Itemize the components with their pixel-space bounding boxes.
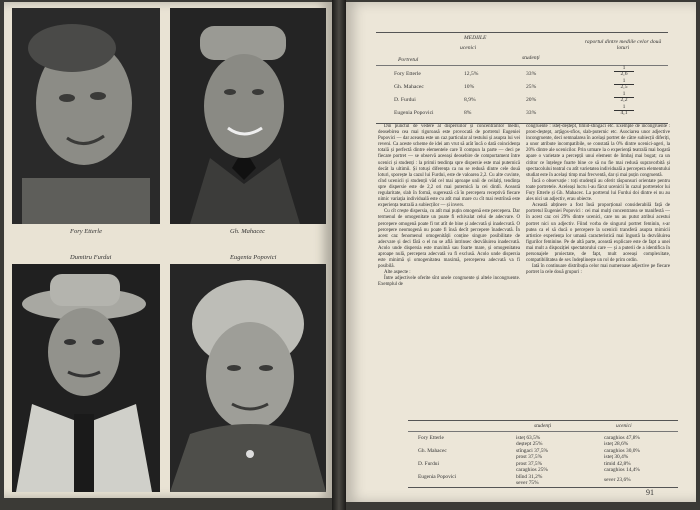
table-cell-ratio (614, 79, 634, 91)
table-cell-ucenici: 8,9% (464, 97, 476, 103)
paragraph: Alte aspecte : (384, 270, 411, 276)
paragraph: Între adjectivele oferite sînt unele congruente și altele incongruente. Exemplul de (378, 276, 520, 288)
table-cell-ucenici: 12,5% (464, 71, 479, 77)
table-row-name: Fory Etterle (394, 71, 421, 77)
ratio-numerator: 1 (614, 92, 634, 98)
page-number: 91 (646, 488, 654, 497)
table-header-mediile: MEDIILE (464, 35, 487, 41)
table-cell-ucenici: sever 23,6% (604, 477, 631, 483)
ratio-denominator: 2,6 (620, 71, 628, 78)
photo-eugenia-popovici (170, 264, 326, 492)
paragraph: Încă o observație : toți studenții au oferit răspunsuri orientate pentru toate portretele. Aceleași lucru l-au făcut ucenicii în cazul portretelor lui Fory Etterle și Gh. Mahacec. La portretul lui Furdui doi dintre ei nu au ales nici un adjectiv, erau obiecte. (526, 178, 670, 203)
table-cell-studenti: blînd 31,2% (516, 474, 543, 480)
table-row-name: Fory Etterle (418, 435, 444, 441)
text-column-right (526, 124, 670, 416)
table-rule (408, 431, 678, 432)
table-cell-studenti: sever 75% (516, 480, 539, 486)
caption-dumitru-furdui: Dumitru Furdui (70, 254, 112, 261)
table-header-studenti: studenți (522, 55, 540, 61)
table-cell-studenti: 20% (526, 97, 537, 103)
left-page (4, 2, 332, 498)
table-cell-studenti: 33% (526, 71, 537, 77)
table-cell-studenti: stîngaci 37,5% (516, 448, 549, 454)
table-cell-studenti: caraghios 25% (516, 467, 548, 473)
table-header-portretul: Portretul (398, 57, 419, 63)
portrait-image (170, 264, 326, 492)
table-row-name: Gh. Mahacec (394, 84, 424, 90)
table-cell-ucenici: caraghios 47,8% (604, 435, 640, 441)
ratio-denominator: 2,5 (620, 84, 628, 91)
table-cell-ucenici: 8% (464, 110, 472, 116)
portrait-image (12, 264, 160, 492)
ratio-numerator: 1 (614, 66, 634, 72)
paragraph: Această abținere a fost însă proporțional considerabilă față de portretul Eugeniei Popovici : cei mai mulți concentrarea se manifestă — în acest caz cei 29% dintre ucenici, care nu au putut atribui acestui portret nici un adjectiv. Fiind vorba de singurul portret feminin, s-ar putea ca el să ducă o percepere la ucenicii transferă asupra mimicii artistice experiența lor umană caracteristică mai îngustă la dezvăluirea figurilor feminine. Pe de altă parte, această explicare este de fapt a unei mai mult a dispoziției spectatorului care — și a puterii de a identifica în personajele proiectate, de fapt, mult aceeași complexitate, compatibilitatea de sex îndeplinește un rol de prim ordin. (526, 203, 670, 264)
caption-gh-mahacec: Gh. Mahacec (230, 228, 266, 235)
table-cell-studenti: 25% (526, 84, 537, 90)
table-cell-ucenici: isteț 30,4% (604, 454, 629, 460)
table-cell-studenti: isteț 63,5% (516, 435, 541, 441)
table-row-name: Eugenia Popovici (418, 474, 457, 480)
ratio-denominator: 2,2 (620, 97, 628, 104)
table-cell-ratio (614, 92, 634, 104)
table-medii (376, 32, 668, 124)
book-gutter (332, 0, 346, 510)
ratio-numerator: 1 (614, 105, 634, 111)
table-cell-studenti: prost 37,5% (516, 454, 543, 460)
ratio-denominator: 4,1 (620, 110, 628, 117)
table-row-name: D. Furdui (394, 97, 416, 103)
paragraph: Iată în continuare distribuția celor mai numeroase adjective pe fiecare portret la cele două grupuri : (526, 264, 670, 276)
table-header-raport: raportul dintre mediile celor două loturi (584, 39, 662, 51)
table-header-ucenici: ucenici (616, 423, 632, 429)
ratio-numerator: 1 (614, 79, 634, 85)
table-cell-ucenici: caraghios 14,4% (604, 467, 640, 473)
caption-eugenia-popovici: Eugenia Popovici (230, 254, 277, 261)
table-header-ucenici: ucenici (460, 45, 477, 51)
table-row-name: Eugenia Popovici (394, 110, 434, 116)
table-cell-ucenici: caraghios 30,0% (604, 448, 640, 454)
portrait-image (12, 8, 160, 224)
table-cell-ucenici: timid 42,8% (604, 461, 631, 467)
paragraph: Cu cît crește dispersia, cu atît mai puțin omogenă este percepera. Dar termenul de omogenitate un poate fi echivalat celui de adecvare. O percepere omogenă poate fi tot atît de bine și adecvată și inadecvată. O percepere neomogenă nu poate fi însă decît percepere înadecvată. În acest caz fenomenul omogenității conține singure posibilitate de adecvare și deci fără o el nu se află intrinsec dezvăluirea inadecvată. Acolo unde dispersia este maximă sau foarte mare, și omogenitatea aproape nulă, percepera adecvată va fi exclusă. Acolo unde dispersia este minimă și omogenitatea maximă, perceperea adecvată va fi posibilă. (378, 209, 520, 270)
portrait-image (170, 8, 326, 224)
table-cell-ratio (614, 66, 634, 78)
paragraph: Din punctul de vedere al dispersiilor și concentrărilor medii, deosebirea cea mai riguroasă este provocată de portretul Eugeniei Popovici — dar aceasta este un caz particular al testului și asupra lui vei reveni. Ca aceste scheme de idei am vrut să arăt încă o dată coincidența totală și perfectă dintre elementele care îl compun la parte — deci pe fiecare portret — se observă aceeași deosebire de comportament între ucenici și studenți : la primii tendința spre dispersie este mai puternică decât la ultimii. Și totuși diferența ca nu se redusă dintre cele două loturi, sporește la cazul lui Furdui, este de valoarea 2,2. Cu alte cuvinte, cînd ucenicii și studenții văd cel mai aproape unii de ceilalți, tendința spre dispersie este de 2,2 ori mai puternică la cei dintîi. Această regularitate, slab în formă, sugerează că în percepera receptivă fiecare nimic variația individuală este cu atît mai mare cu cît mai restrînsă este experiența teatrală a subiecților — și invers. (378, 124, 520, 209)
table-cell-studenti: deștept 25% (516, 441, 543, 447)
table-row-name: D. Furdui (418, 461, 439, 467)
paragraph: congruente : isteț-deștept, timid-stingaci etc. Exemple de incongruente : prost-deștept, arțăgos-sfios, slab-puternic etc. Asociarea unor adjective incongruente, deci semnalarea în același portret de către subiecții diferiți, a unor atribute incompatibile, se constată la 0% dintre ucenici-ageri, la 20% dintre ale ucenicilor. Prin urmare la o experiență teatrală mai bogată apare o varietate a percepții unui element de limbaj mai bogat; ca un cititor ce înțelege foarte bine ce să nu fie mai redusă supravorbită și spectacolului teatral cu atît varietatea individuală a percepera elementului studiat este în același timp mai frecventă, dar și mai puțin congruentă. (526, 124, 670, 178)
table-cell-ucenici: isteț 28,6% (604, 441, 629, 447)
photo-gh-mahacec (170, 8, 326, 224)
table-row-name: Gh. Mahacec (418, 448, 447, 454)
photo-dumitru-furdui (12, 264, 160, 492)
text-column-left (378, 124, 520, 414)
caption-fory-etterle: Fory Etterle (70, 228, 102, 235)
table-cell-studenti: 33% (526, 110, 537, 116)
table-header-studenti: studenți (534, 423, 552, 429)
table-cell-ratio (614, 105, 634, 117)
table-cell-ucenici: 10% (464, 84, 475, 90)
right-page (346, 2, 696, 502)
photo-fory-etterle (12, 8, 160, 224)
table-cell-studenti: prost 37,5% (516, 461, 543, 467)
table-adjective (408, 420, 678, 488)
